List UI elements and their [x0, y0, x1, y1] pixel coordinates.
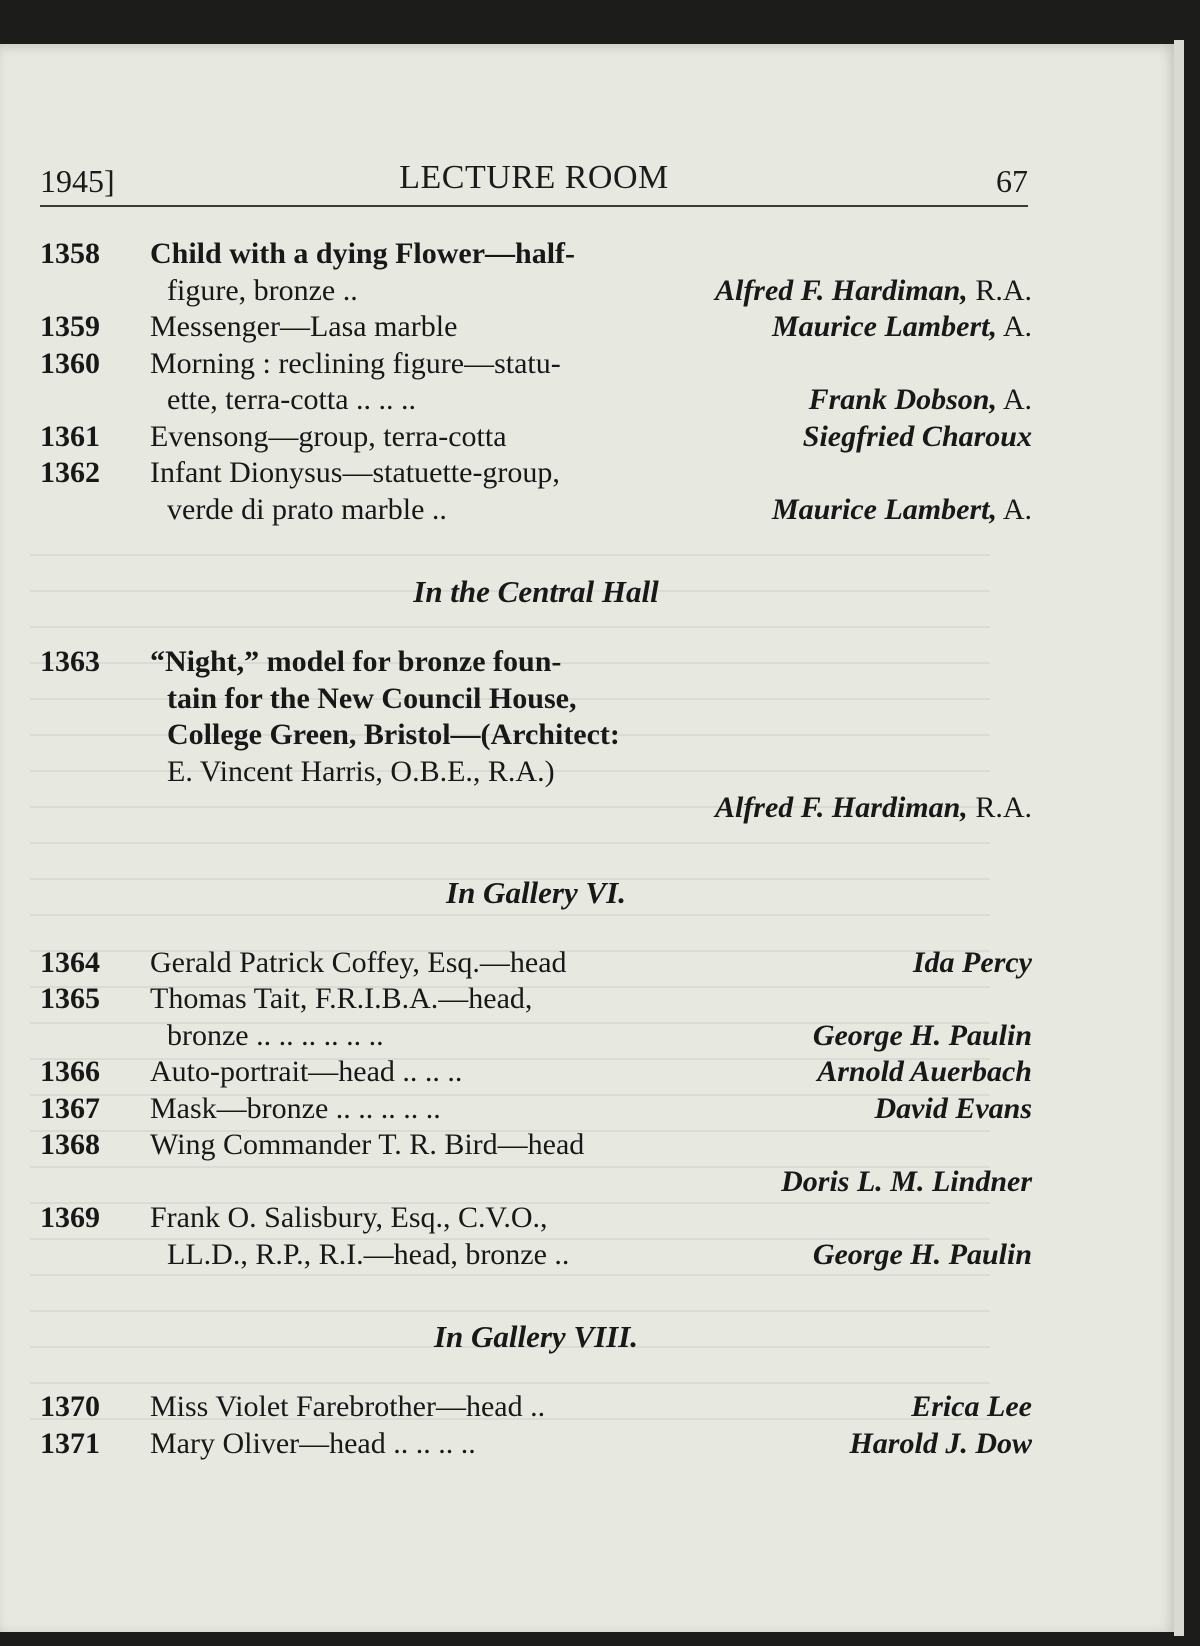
entry-number: 1359	[40, 310, 100, 343]
entry-title: Morning : reclining figure—statu-	[150, 346, 561, 380]
entry-title-cont: tain for the New Council House,	[167, 681, 577, 715]
artist-name: David Evans	[874, 1091, 1032, 1125]
catalogue-entry	[40, 455, 1032, 528]
running-header	[40, 155, 1028, 207]
artist-name: George H. Paulin	[812, 1018, 1032, 1052]
entry-title: “Night,” model for bronze foun-	[150, 645, 562, 678]
catalogue-entry	[40, 1091, 1032, 1128]
artist-name: Erica Lee	[911, 1390, 1032, 1423]
entry-title-cont: bronze .. .. .. .. .. ..	[167, 1018, 384, 1052]
artist-name: Maurice Lambert, A.	[771, 492, 1032, 526]
entry-title-cont: ette, terra-cotta .. .. ..	[167, 383, 417, 416]
catalogue-entry	[40, 981, 1032, 1054]
entry-number: 1364	[40, 945, 100, 979]
catalogue-entry	[40, 1200, 1032, 1273]
catalogue-entry	[40, 1389, 1032, 1426]
entry-title: Gerald Patrick Coffey, Esq.—head	[150, 945, 567, 979]
artist-name: Ida Percy	[912, 945, 1032, 979]
artist-name: Frank Dobson, A.	[808, 383, 1032, 416]
entry-title: Mary Oliver—head .. .. .. ..	[150, 1426, 476, 1460]
entry-title-cont: E. Vincent Harris, O.B.E., R.A.)	[167, 754, 555, 788]
entry-number: 1366	[40, 1055, 100, 1088]
entry-number: 1370	[40, 1390, 100, 1423]
catalogue-entry	[40, 346, 1032, 419]
catalogue-entry	[40, 1127, 1032, 1200]
section-heading-gallery-viii: In Gallery VIII.	[433, 1319, 639, 1354]
artist-name: Siegfried Charoux	[802, 419, 1032, 453]
entry-title: Auto-portrait—head .. .. ..	[150, 1055, 463, 1088]
page-number: 67	[996, 163, 1028, 199]
entry-title: Evensong—group, terra-cotta	[150, 419, 507, 453]
entry-title: Child with a dying Flower—half-	[150, 237, 576, 270]
entry-number: 1368	[40, 1128, 100, 1161]
entry-title-cont: College Green, Bristol—(Architect:	[167, 718, 620, 751]
entry-title: Wing Commander T. R. Bird—head	[150, 1128, 585, 1161]
entry-number: 1361	[40, 419, 100, 453]
catalogue-entry	[40, 309, 1032, 346]
entry-number: 1358	[40, 237, 100, 270]
catalogue-entry	[40, 945, 1032, 982]
page-edge	[1174, 40, 1184, 1636]
entry-number: 1360	[40, 346, 100, 380]
artist-name: Maurice Lambert, A.	[771, 310, 1032, 343]
entry-number: 1367	[40, 1091, 100, 1125]
artist-name: Alfred F. Hardiman, R.A.	[714, 791, 1032, 824]
entry-title: Frank O. Salisbury, Esq., C.V.O.,	[150, 1201, 548, 1234]
artist-name: George H. Paulin	[812, 1237, 1032, 1271]
entry-title-cont: verde di prato marble ..	[167, 492, 447, 526]
entry-title: Messenger—Lasa marble	[150, 310, 458, 343]
section-heading-gallery-vi: In Gallery VI.	[446, 874, 626, 910]
artist-name: Alfred F. Hardiman, R.A.	[714, 273, 1032, 307]
catalogue-entry	[40, 1054, 1032, 1091]
header-year: 1945]	[40, 163, 115, 199]
entry-number: 1369	[40, 1201, 100, 1234]
entry-title: Infant Dionysus—statuette-group,	[150, 456, 560, 489]
catalogue-entry	[40, 1426, 1032, 1463]
entry-title: Mask—bronze .. .. .. .. ..	[150, 1091, 441, 1125]
catalogue-entry	[40, 236, 1032, 309]
artist-name: Harold J. Dow	[849, 1426, 1032, 1460]
entry-title-cont: LL.D., R.P., R.I.—head, bronze ..	[167, 1237, 570, 1271]
entry-number: 1363	[40, 645, 100, 678]
entry-title: Thomas Tait, F.R.I.B.A.—head,	[150, 982, 533, 1015]
header-title: LECTURE ROOM	[399, 159, 669, 196]
catalogue-list	[40, 236, 1032, 1462]
section-heading-central-hall: In the Central Hall	[413, 574, 659, 609]
entry-title-cont: figure, bronze ..	[167, 273, 358, 307]
entry-number: 1371	[40, 1426, 100, 1460]
catalogue-entry	[40, 644, 1032, 827]
entry-title: Miss Violet Farebrother—head ..	[150, 1390, 546, 1423]
catalogue-entry	[40, 419, 1032, 456]
artist-name: Arnold Auerbach	[817, 1055, 1032, 1088]
entry-number: 1362	[40, 456, 100, 489]
artist-name: Doris L. M. Lindner	[781, 1164, 1032, 1198]
entry-number: 1365	[40, 982, 100, 1015]
